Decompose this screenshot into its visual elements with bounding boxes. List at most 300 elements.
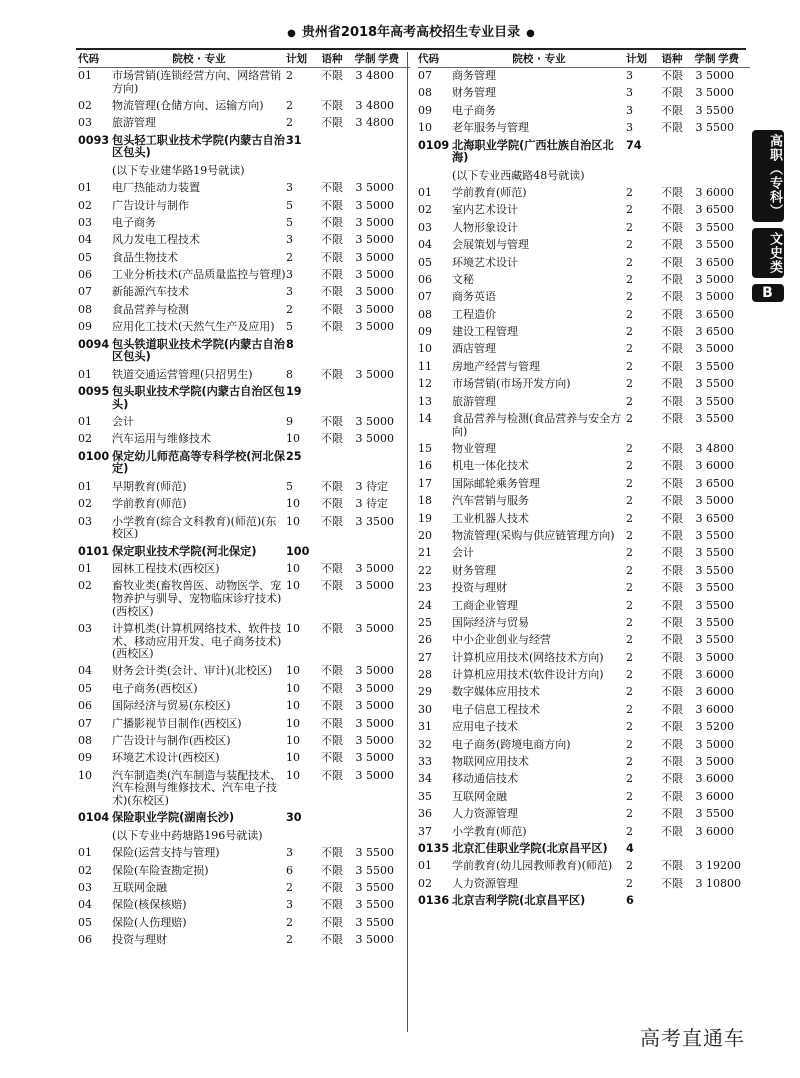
row-years: 3: [695, 69, 703, 82]
row-years: [352, 135, 366, 160]
row-years: 3: [355, 69, 363, 82]
row-plan: 2: [626, 442, 633, 455]
row-fee: 5500: [706, 563, 734, 577]
row-name: 工业机器人技术: [452, 511, 529, 525]
row-plan: 2: [626, 528, 633, 542]
row-years: 3: [355, 915, 363, 929]
row-name: 食品营养与检测(食品营养与安全方向): [452, 412, 622, 438]
row-lang: 不限: [321, 320, 343, 334]
row-lang: [652, 140, 692, 165]
row-code: 06: [418, 272, 432, 286]
row-name: 物业管理: [452, 442, 496, 455]
row-lang: [312, 812, 352, 825]
row-name: 数字媒体应用技术: [452, 685, 540, 699]
row-code: 06: [78, 933, 92, 947]
row-years: [352, 451, 366, 476]
table-row: [78, 770, 410, 808]
row-name: 广告设计与制作(西校区): [112, 734, 231, 748]
row-lang: 不限: [661, 685, 683, 699]
row-years: 3: [695, 238, 703, 252]
row-years: 3: [355, 268, 363, 282]
row-lang: 不限: [661, 412, 683, 426]
row-lang: [652, 843, 692, 856]
row-plan: 10: [286, 751, 300, 765]
row-lang: 不限: [661, 342, 683, 356]
row-code: 26: [418, 633, 432, 647]
row-years: 3: [355, 367, 363, 381]
table-row: [78, 481, 410, 494]
row-fee: 6500: [706, 325, 734, 339]
row-name: 电子商务: [112, 215, 156, 229]
page-title: 贵州省2018年高考高校招生专业目录: [301, 25, 521, 40]
row-fee: 5000: [366, 734, 394, 748]
row-fee: [366, 830, 410, 843]
row-code: 07: [78, 716, 92, 730]
row-fee: [366, 135, 410, 160]
row-name: 学前教育(师范): [452, 185, 527, 199]
row-name: 商务管理: [452, 69, 496, 82]
row-years: 3: [695, 755, 703, 769]
school-row: [418, 895, 750, 908]
row-name: 会展策划与管理: [452, 238, 529, 252]
row-years: 3: [695, 272, 703, 286]
row-name: 畜牧业类(畜牧兽医、动物医学、宠物养护与驯导、宠物临床诊疗技术)(西校区): [112, 579, 282, 618]
row-code: [418, 170, 452, 183]
table-row: [418, 239, 750, 252]
row-code: 10: [418, 342, 432, 356]
row-fee: 待定: [366, 497, 388, 511]
row-lang: 不限: [321, 250, 343, 264]
left-column: [78, 52, 410, 952]
row-fee: 5500: [706, 238, 734, 252]
row-plan: 2: [626, 685, 633, 699]
table-row: [78, 70, 410, 95]
row-years: 3: [355, 250, 363, 264]
row-name: 环境艺术设计(西校区): [112, 751, 220, 765]
row-plan: 2: [626, 755, 633, 769]
row-lang: 不限: [321, 898, 343, 912]
row-years: 3: [695, 528, 703, 542]
table-row: [418, 547, 750, 560]
table-row: [418, 634, 750, 647]
table-row: [418, 513, 750, 526]
row-code: 22: [418, 563, 432, 577]
row-plan: 2: [626, 325, 633, 339]
table-row: [418, 704, 750, 717]
row-plan: 30: [286, 811, 302, 825]
row-plan: 2: [626, 598, 633, 612]
table-row: [418, 582, 750, 595]
table-row: [78, 683, 410, 696]
row-fee: 6000: [706, 685, 734, 699]
row-years: 3: [355, 415, 363, 429]
row-plan: 10: [286, 579, 300, 593]
row-name: 保险(人伤理赔): [112, 915, 187, 929]
row-code: 0093: [78, 133, 110, 147]
row-lang: 不限: [321, 415, 343, 429]
row-name: 计算机类(计算机网络技术、软件技术、移动应用开发、电子商务技术)(西校区): [112, 621, 282, 661]
row-plan: 8: [286, 367, 293, 381]
row-code: 02: [78, 432, 92, 446]
row-plan: [626, 170, 652, 183]
row-years: 3: [355, 497, 363, 511]
row-name: 计算机应用技术(网络技术方向): [452, 650, 604, 664]
table-row: [78, 882, 410, 895]
row-code: 12: [418, 377, 432, 391]
row-plan: 2: [626, 824, 633, 838]
row-code: 11: [418, 359, 432, 373]
row-fee: 5000: [366, 215, 394, 229]
row-code: 10: [418, 121, 432, 135]
row-lang: 不限: [321, 863, 343, 877]
row-years: 3: [355, 699, 363, 713]
table-row: [78, 899, 410, 912]
table-row: [418, 565, 750, 578]
row-plan: 2: [286, 116, 293, 130]
table-row: [78, 847, 410, 860]
row-plan: 9: [286, 415, 293, 429]
table-row: [78, 117, 410, 130]
row-lang: 不限: [661, 876, 683, 890]
row-code: 0101: [78, 544, 110, 558]
school-row: [78, 546, 410, 559]
row-years: 3: [695, 377, 703, 391]
row-plan: 10: [286, 699, 300, 713]
row-fee: 5500: [706, 394, 734, 408]
row-name: 保定职业技术学院(河北保定): [112, 544, 257, 558]
row-lang: 不限: [661, 563, 683, 577]
bullet-icon: ●: [287, 28, 296, 39]
row-lang: 不限: [661, 325, 683, 339]
row-fee: 5000: [366, 181, 394, 195]
row-plan: 2: [286, 302, 293, 316]
row-lang: 不限: [661, 476, 683, 490]
row-name: 商务英语: [452, 290, 496, 304]
row-name: (以下专业建华路19号就读): [112, 163, 245, 177]
row-code: 33: [418, 755, 432, 769]
row-lang: 不限: [661, 394, 683, 408]
row-name: 保定幼儿师范高等专科学校(河北保定): [112, 449, 285, 476]
table-row: [418, 878, 750, 891]
row-name: 室内艺术设计: [452, 203, 518, 217]
row-fee: 3500: [366, 514, 394, 528]
table-row: [418, 204, 750, 217]
row-years: 3: [355, 681, 363, 695]
row-code: 15: [418, 442, 432, 455]
row-fee: 5000: [366, 198, 394, 212]
row-code: 05: [78, 250, 92, 264]
row-lang: 不限: [321, 116, 343, 130]
school-row: [78, 812, 410, 825]
table-row: [78, 665, 410, 678]
row-lang: [652, 170, 692, 183]
row-lang: 不限: [321, 915, 343, 929]
row-lang: 不限: [321, 98, 343, 112]
table-row: [418, 122, 750, 135]
table-row: [418, 530, 750, 543]
row-fee: 4800: [706, 442, 734, 455]
row-lang: 不限: [661, 103, 683, 117]
row-lang: 不限: [321, 751, 343, 765]
row-fee: 6500: [706, 476, 734, 490]
row-lang: 不限: [321, 933, 343, 947]
row-name: 物流管理(采购与供应链管理方向): [452, 528, 615, 542]
row-years: 3: [695, 121, 703, 135]
table-row: [418, 739, 750, 752]
row-fee: 6000: [706, 824, 734, 838]
row-fee: 5000: [706, 69, 734, 82]
bullet-icon: ●: [526, 28, 535, 39]
row-name: 工商企业管理: [452, 598, 518, 612]
row-fee: 5500: [706, 807, 734, 821]
row-fee: 5000: [366, 751, 394, 765]
row-years: 3: [695, 668, 703, 682]
school-row: [78, 451, 410, 476]
row-plan: 2: [626, 394, 633, 408]
row-years: 3: [695, 650, 703, 664]
row-name: 包头轻工职业技术学院(内蒙古自治区包头): [112, 133, 285, 160]
table-row: [418, 378, 750, 391]
row-fee: 待定: [366, 479, 388, 493]
row-code: 23: [418, 581, 432, 595]
row-fee: 6000: [706, 789, 734, 803]
table-row: [418, 361, 750, 374]
row-code: 08: [78, 302, 92, 316]
row-name: 学前教育(师范): [112, 497, 187, 511]
row-years: 3: [695, 737, 703, 751]
row-code: 03: [78, 514, 92, 528]
row-years: 3: [355, 734, 363, 748]
row-code: 02: [418, 876, 432, 890]
row-name: 早期教育(师范): [112, 479, 187, 493]
row-years: 3: [355, 198, 363, 212]
row-years: 3: [355, 716, 363, 730]
row-name: (以下专业西藏路48号就读): [452, 168, 585, 182]
row-plan: 2: [626, 272, 633, 286]
row-code: 37: [418, 824, 432, 838]
row-code: 21: [418, 546, 432, 560]
row-years: [352, 546, 366, 559]
row-fee: 5500: [706, 121, 734, 135]
row-plan: 2: [626, 185, 633, 199]
row-code: 01: [78, 181, 92, 195]
row-lang: 不限: [321, 621, 343, 635]
row-plan: 2: [626, 220, 633, 234]
row-years: 3: [355, 880, 363, 894]
table-row: [78, 752, 410, 765]
table-row: [78, 700, 410, 713]
header-plan: 计划: [626, 53, 647, 65]
row-name: 人力资源管理: [452, 807, 518, 821]
row-lang: 不限: [321, 734, 343, 748]
row-lang: 不限: [661, 272, 683, 286]
row-code: 09: [78, 320, 92, 334]
row-fee: 5000: [366, 681, 394, 695]
row-name: 人力资源管理: [452, 876, 518, 890]
row-lang: 不限: [661, 581, 683, 595]
row-years: 3: [695, 255, 703, 269]
table-header: [78, 52, 410, 68]
row-code: 05: [418, 255, 432, 269]
row-lang: 不限: [321, 69, 343, 82]
row-name: 保险(车险查勘定损): [112, 863, 209, 877]
row-fee: 6500: [706, 307, 734, 321]
row-name: 投资与理财: [452, 581, 507, 595]
row-name: 广播影视节目制作(西校区): [112, 716, 242, 730]
row-years: [352, 386, 366, 411]
row-years: 3: [355, 863, 363, 877]
school-row: [78, 386, 410, 411]
row-code: 06: [78, 268, 92, 282]
row-lang: 不限: [661, 546, 683, 560]
row-code: 04: [418, 238, 432, 252]
row-years: 3: [695, 807, 703, 821]
row-plan: 31: [286, 133, 302, 147]
school-row: [78, 339, 410, 364]
row-code: 01: [78, 846, 92, 860]
row-name: 市场营销(连锁经营方向、网络营销方向): [112, 69, 282, 95]
row-code: 01: [78, 367, 92, 381]
row-years: 3: [695, 720, 703, 734]
row-code: 0095: [78, 385, 110, 399]
row-years: 3: [355, 751, 363, 765]
row-lang: 不限: [661, 307, 683, 321]
row-years: 3: [695, 546, 703, 560]
row-code: 35: [418, 789, 432, 803]
row-plan: 2: [626, 859, 633, 873]
row-lang: [312, 546, 352, 559]
row-plan: 2: [626, 476, 633, 490]
table-row: [78, 234, 410, 247]
row-name: 国际经济与贸易(东校区): [112, 699, 231, 713]
row-code: 30: [418, 702, 432, 716]
row-plan: 2: [626, 720, 633, 734]
row-name: 北京汇佳职业学院(北京昌平区): [452, 841, 608, 855]
row-years: 3: [355, 285, 363, 299]
row-fee: [706, 895, 750, 908]
header-code: 代码: [78, 53, 99, 65]
row-plan: 3: [626, 121, 633, 135]
row-name: 电子商务(跨境电商方向): [452, 737, 571, 751]
table-row: [418, 756, 750, 769]
table-row: [78, 304, 410, 317]
row-years: 3: [695, 394, 703, 408]
row-code: 02: [78, 579, 92, 593]
row-plan: 5: [286, 479, 293, 493]
note-row: [78, 830, 410, 843]
row-lang: 不限: [661, 255, 683, 269]
row-years: 3: [695, 702, 703, 716]
row-name: 食品生物技术: [112, 250, 178, 264]
row-name: 广告设计与制作: [112, 198, 189, 212]
row-years: 3: [695, 511, 703, 525]
row-years: 3: [695, 412, 703, 426]
row-code: 02: [78, 98, 92, 112]
row-name: 移动通信技术: [452, 772, 518, 786]
table-row: [418, 326, 750, 339]
row-years: 3: [695, 685, 703, 699]
table-row: [418, 443, 750, 456]
row-plan: 2: [626, 772, 633, 786]
table-row: [418, 343, 750, 356]
row-fee: 5500: [366, 863, 394, 877]
table-row: [418, 773, 750, 786]
row-fee: 6000: [706, 459, 734, 473]
row-plan: 25: [286, 449, 302, 463]
row-plan: 5: [286, 198, 293, 212]
row-code: 0109: [418, 138, 450, 152]
table-row: [418, 222, 750, 235]
row-lang: [312, 830, 352, 843]
row-plan: 2: [626, 412, 633, 426]
row-code: 27: [418, 650, 432, 664]
tab-vocational: 高职（专科）: [752, 130, 784, 222]
row-fee: 5500: [366, 846, 394, 860]
row-fee: 6500: [706, 203, 734, 217]
row-name: 风力发电工程技术: [112, 233, 200, 247]
table-row: [418, 274, 750, 287]
row-fee: 5500: [366, 880, 394, 894]
row-lang: [312, 451, 352, 476]
table-row: [418, 652, 750, 665]
row-years: 3: [355, 664, 363, 678]
row-fee: 5000: [366, 561, 394, 575]
header-years: 学制: [694, 53, 716, 65]
row-code: 01: [418, 185, 432, 199]
row-code: 02: [78, 198, 92, 212]
row-years: 3: [695, 220, 703, 234]
row-years: [692, 843, 706, 856]
row-name: 房地产经营与管理: [452, 359, 540, 373]
row-plan: 5: [286, 215, 293, 229]
row-plan: 10: [286, 514, 300, 528]
row-years: 3: [695, 203, 703, 217]
note-row: [78, 165, 410, 178]
row-fee: 5000: [366, 933, 394, 947]
row-code: 0094: [78, 337, 110, 351]
row-code: 10: [78, 768, 92, 782]
row-fee: 6500: [706, 511, 734, 525]
table-row: [418, 721, 750, 734]
row-code: 0135: [418, 841, 450, 855]
row-lang: [312, 386, 352, 411]
row-fee: [366, 165, 410, 178]
row-lang: 不限: [321, 768, 343, 782]
row-plan: 3: [626, 69, 633, 82]
row-code: 18: [418, 494, 432, 508]
row-lang: 不限: [321, 268, 343, 282]
row-plan: 4: [626, 841, 634, 855]
row-name: 汽车运用与维修技术: [112, 432, 211, 446]
row-years: 3: [695, 633, 703, 647]
row-name: 财务管理: [452, 563, 496, 577]
school-row: [78, 135, 410, 160]
row-fee: 5000: [706, 272, 734, 286]
row-plan: 8: [286, 337, 294, 351]
row-fee: 5000: [366, 302, 394, 316]
school-row: [418, 140, 750, 165]
table-row: [418, 87, 750, 100]
row-years: 3: [695, 789, 703, 803]
header-fee: 学费: [718, 53, 739, 65]
row-plan: [286, 830, 312, 843]
row-lang: 不限: [321, 302, 343, 316]
row-plan: 10: [286, 681, 300, 695]
row-plan: 3: [286, 181, 293, 195]
row-code: 19: [418, 511, 432, 525]
table-row: [418, 413, 750, 438]
row-plan: 2: [626, 307, 633, 321]
